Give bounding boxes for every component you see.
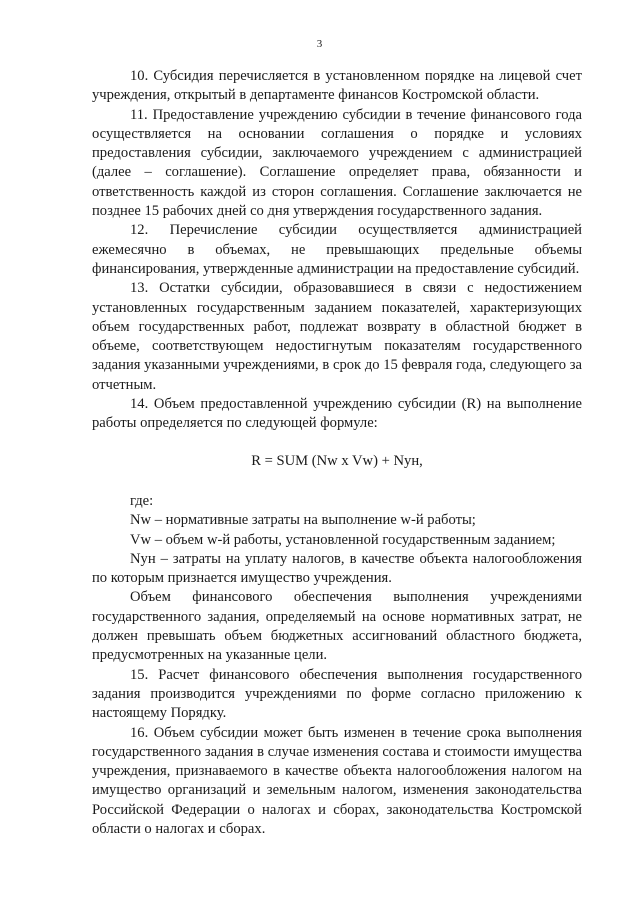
paragraph-financing-limit: Объем финансового обеспечения выполнения учреждениями государственного задания, определяемый на основе нормативных затрат, не должен превышать объем бюджетных ассигнований областного бюджета, предусмотренных на указанные цели. — [92, 589, 582, 664]
where-label: где: — [130, 493, 154, 509]
definition-vw: Vw – объем w-й работы, установленной государственным заданием; — [130, 531, 556, 548]
paragraph-13: 13. Остатки субсидии, образовавшиеся в связи с недостижением установленных государственным заданием показателей, характеризующих объем государственных работ, подлежат возврату в областной бюджет в объеме, соответствующем недостигнутым показателям государственного задания указанными учреждениями, в срок до 15 февраля года, следующего за отчетным. — [92, 280, 582, 393]
subsidy-formula: R = SUM (Nw x Vw) + Nун, — [251, 453, 423, 469]
definition-nun: Nун – затраты на уплату налогов, в качестве объекта налогообложения по которым признается имущество учреждения. — [92, 550, 582, 587]
paragraph-11: 11. Предоставление учреждению субсидии в течение финансового года осуществляется на основании соглашения о порядке и условиях предоставления субсидии, заключаемого учреждением с администрацией (далее – соглашение). Соглашение определяет права, обязанности и ответственность каждой из сторон соглашения. Соглашение заключается не позднее 15 рабочих дней со дня утверждения государственного задания. — [92, 106, 582, 220]
paragraph-15: 15. Расчет финансового обеспечения выполнения государственного задания производится учреждениями по форме согласно приложению к настоящему Порядку. — [92, 666, 582, 722]
paragraph-12: 12. Перечисление субсидии осуществляется администрацией ежемесячно в объемах, не превышающих предельные объемы финансирования, утвержденные администрации на предоставление субсидий. — [92, 222, 582, 277]
paragraph-10: 10. Субсидия перечисляется в установленном порядке на лицевой счет учреждения, открытый в департаменте финансов Костромской области. — [92, 68, 582, 104]
page-number: 3 — [316, 38, 323, 50]
paragraph-14: 14. Объем предоставленной учреждению субсидии (R) на выполнение работы определяется по следующей формуле: — [92, 396, 582, 432]
body-text-top — [92, 67, 582, 434]
paragraph-16: 16. Объем субсидии может быть изменен в течение срока выполнения государственного задания в случае изменения состава и стоимости имущества учреждения, признаваемого в качестве объекта налогообложения налогом на имущество организаций и земельным налогом, изменения законодательства Российской Федерации о налогах и сборах, законодательства Костромской области о налогах и сборах. — [92, 724, 582, 838]
body-text-bottom — [92, 492, 582, 839]
definition-nw: Nw – нормативные затраты на выполнение w-й работы; — [130, 512, 476, 529]
